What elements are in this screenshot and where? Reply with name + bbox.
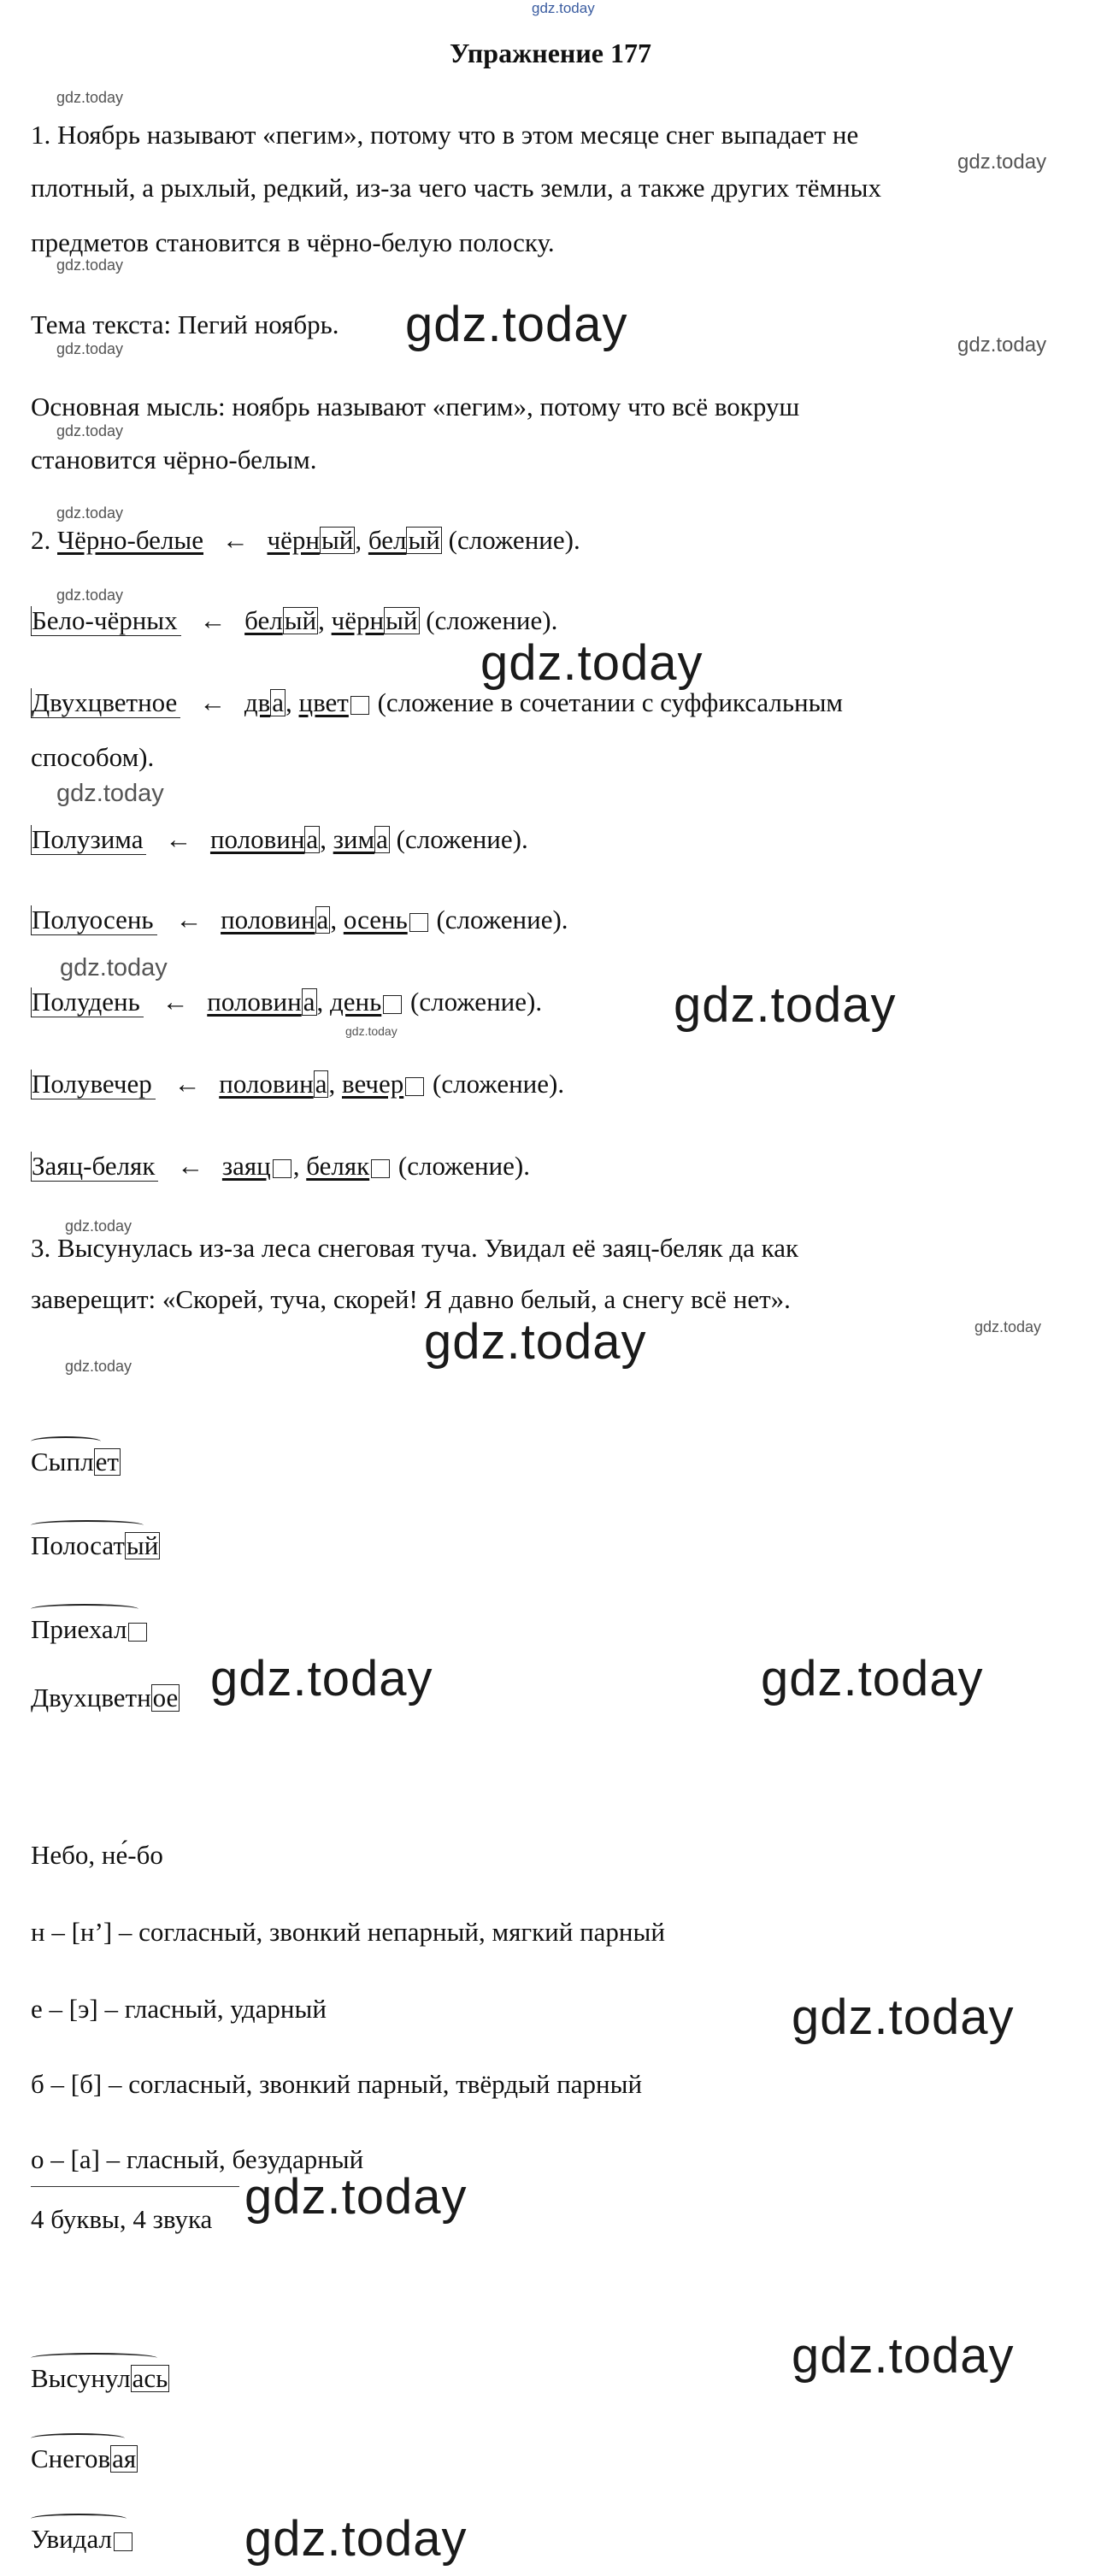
method-note: (сложение).	[410, 987, 543, 1017]
root: чёрн	[331, 605, 385, 635]
watermark-big: gdz.today	[405, 297, 628, 352]
ending-box: а	[315, 1069, 327, 1099]
derived-word: Двухцветное	[31, 688, 180, 718]
root: половин	[219, 1069, 314, 1099]
ending-box: а	[376, 824, 388, 854]
item-number: 2.	[31, 525, 51, 555]
watermark-small: gdz.today	[60, 954, 168, 981]
derived-word: Чёрно-белые	[57, 525, 203, 555]
root: половин	[221, 905, 315, 934]
ending-box: ая	[112, 2443, 137, 2473]
text-line: Основная мысль: ноябрь называют «пегим», потому что всё вокруш	[31, 392, 800, 421]
text-theme: Тема текста: Пегий ноябрь.	[31, 309, 339, 339]
ending-box: ет	[95, 1447, 119, 1477]
text-line: 1. Ноябрь называют «пегим», потому что в этом месяце снег выпадает не	[31, 120, 859, 150]
watermark-small: gdz.today	[65, 1217, 132, 1235]
word-stem: Двухцветн	[31, 1683, 151, 1712]
zero-ending-box	[371, 1159, 390, 1178]
watermark-big: gdz.today	[210, 1651, 433, 1707]
word-formation-row: Полуосень ← половина, осень (сложение).	[31, 903, 568, 937]
watermark-small: gdz.today	[65, 1358, 132, 1375]
zero-ending-box	[409, 913, 428, 932]
arrow-left-icon: ←	[199, 687, 227, 717]
arrow-left-icon: ←	[199, 605, 227, 635]
morpheme-word	[31, 1612, 149, 1647]
watermark-big: gdz.today	[792, 2328, 1015, 2384]
derived-word: Полузима	[31, 825, 146, 855]
ending-box: ый	[321, 525, 354, 555]
morpheme-word	[31, 2522, 134, 2556]
root: осень	[343, 905, 408, 934]
word-formation-row: Полувечер ← половина, вечер (сложение).	[31, 1067, 564, 1101]
watermark-big: gdz.today	[244, 2169, 468, 2225]
watermark-small: gdz.today	[56, 89, 124, 106]
derived-word: Полуосень	[31, 905, 157, 935]
method-note: (сложение).	[436, 905, 568, 934]
method-note: (сложение).	[433, 1069, 565, 1099]
watermark-small: gdz.today	[56, 504, 124, 522]
phonetic-line: б – [б] – согласный, звонкий парный, твёрдый парный	[31, 2069, 643, 2099]
method-note: (сложение).	[396, 824, 528, 854]
phonetic-line: о – [а] – гласный, безударный	[31, 2144, 364, 2174]
root: беляк	[306, 1151, 370, 1181]
watermark-big: gdz.today	[674, 977, 897, 1033]
ending-box: а	[316, 905, 329, 934]
watermark-small: gdz.today	[974, 1318, 1042, 1335]
arrow-left-icon: ←	[177, 1151, 204, 1181]
morpheme-word	[31, 2361, 169, 2396]
text-line: плотный, а рыхлый, редкий, из-за чего часть земли, а также других тёмных	[31, 173, 882, 203]
derived-word: Заяц-беляк	[31, 1152, 158, 1182]
root: бел	[244, 605, 283, 635]
root: дв	[244, 687, 271, 717]
word-formation-row: Бело-чёрных ← белый, чёрный (сложение).	[31, 604, 557, 638]
zero-ending-box	[405, 1077, 424, 1096]
root: цвет	[298, 687, 349, 717]
ending-box: ый	[408, 525, 440, 555]
derived-word: Бело-чёрных	[31, 606, 181, 636]
phonetic-line: н – [н’] – согласный, звонкий непарный, мягкий парный	[31, 1917, 665, 1947]
watermark-small: gdz.today	[532, 0, 595, 16]
phonetic-summary: 4 буквы, 4 звука	[31, 2204, 213, 2234]
word-stem: Высунул	[31, 2363, 131, 2393]
ending-box: ый	[126, 1530, 159, 1560]
arrow-left-icon: ←	[174, 1069, 201, 1099]
text-line: становится чёрно-белым.	[31, 445, 317, 475]
watermark-big: gdz.today	[761, 1651, 984, 1707]
morpheme-word	[31, 1681, 180, 1715]
watermark-small: gdz.today	[56, 340, 124, 357]
ending-box: а	[306, 824, 319, 854]
watermark-big: gdz.today	[792, 1989, 1015, 2045]
watermark-small: gdz.today	[56, 256, 124, 274]
ending-box: ое	[152, 1683, 179, 1712]
ending-box: ый	[284, 605, 317, 635]
word-formation-row: 2. Чёрно-белые ← чёрный, белый (сложение).	[31, 523, 580, 557]
method-note: (сложение).	[426, 605, 558, 635]
text-line: предметов становится в чёрно-белую полоску.	[31, 227, 555, 257]
morpheme-word	[31, 2442, 138, 2476]
zero-ending-box	[128, 1623, 147, 1642]
watermark-small: gdz.today	[345, 1024, 397, 1038]
text-line: заверещит: «Скорей, туча, скорей! Я давно белый, а снегу всё нет».	[31, 1284, 791, 1314]
divider	[31, 2186, 239, 2187]
watermark-big: gdz.today	[480, 635, 704, 691]
morpheme-word	[31, 1445, 121, 1479]
root: бел	[368, 525, 407, 555]
word-stem: Увидал	[31, 2524, 112, 2554]
root: чёрн	[267, 525, 320, 555]
watermark-small: gdz.today	[56, 587, 124, 604]
word-formation-row: Заяц-беляк ← заяц , беляк (сложение).	[31, 1149, 530, 1183]
word-stem: Сыпл	[31, 1447, 94, 1477]
word-stem: Приехал	[31, 1614, 127, 1644]
method-note: (сложение в сочетании с суффиксальным	[377, 687, 844, 717]
derived-word: Полувечер	[31, 1070, 156, 1099]
word-stem: Снегов	[31, 2443, 111, 2473]
method-note: (сложение).	[448, 525, 580, 555]
method-note: (сложение).	[397, 1151, 530, 1181]
watermark-small: gdz.today	[957, 333, 1047, 357]
ending-box: а	[272, 687, 284, 717]
zero-ending-box	[383, 995, 402, 1014]
page-title: Упражнение 177	[449, 38, 651, 68]
zero-ending-box	[273, 1159, 291, 1178]
zero-ending-box	[114, 2532, 132, 2551]
phonetic-line: е – [э] – гласный, ударный	[31, 1994, 327, 2024]
watermark-big: gdz.today	[424, 1314, 647, 1370]
zero-ending-box	[350, 696, 369, 715]
derived-word: Полудень	[31, 987, 144, 1017]
watermark-small: gdz.today	[957, 150, 1047, 174]
word-formation-row: Полузима ← половина, зима (сложение).	[31, 822, 528, 857]
morpheme-word	[31, 1529, 160, 1563]
phonetic-heading: Небо, не́-бо	[31, 1840, 163, 1870]
watermark-big: gdz.today	[244, 2511, 468, 2567]
word-formation-row: Двухцветное ← два, цвет (сложение в сочетании с суффиксальным	[31, 686, 843, 720]
text-line: 3. Высунулась из-за леса снеговая туча. Увидал её заяц-беляк да как	[31, 1233, 799, 1263]
ending-box: а	[303, 987, 315, 1017]
root: день	[330, 987, 382, 1017]
watermark-small: gdz.today	[56, 422, 124, 439]
arrow-left-icon: ←	[175, 905, 203, 934]
arrow-left-icon: ←	[221, 525, 249, 555]
ending-box: ась	[132, 2363, 168, 2393]
arrow-left-icon: ←	[165, 824, 192, 854]
ending-box: ый	[386, 605, 418, 635]
watermark-small: gdz.today	[56, 780, 164, 807]
root: заяц	[221, 1151, 271, 1181]
arrow-left-icon: ←	[162, 987, 189, 1017]
root: половин	[207, 987, 302, 1017]
root: зим	[333, 824, 375, 854]
word-stem: Полосат	[31, 1530, 125, 1560]
root: половин	[209, 824, 305, 854]
word-formation-row: Полудень ← половина, день (сложение).	[31, 985, 542, 1019]
root: вечер	[341, 1069, 404, 1099]
method-note-continued: способом).	[31, 742, 155, 772]
